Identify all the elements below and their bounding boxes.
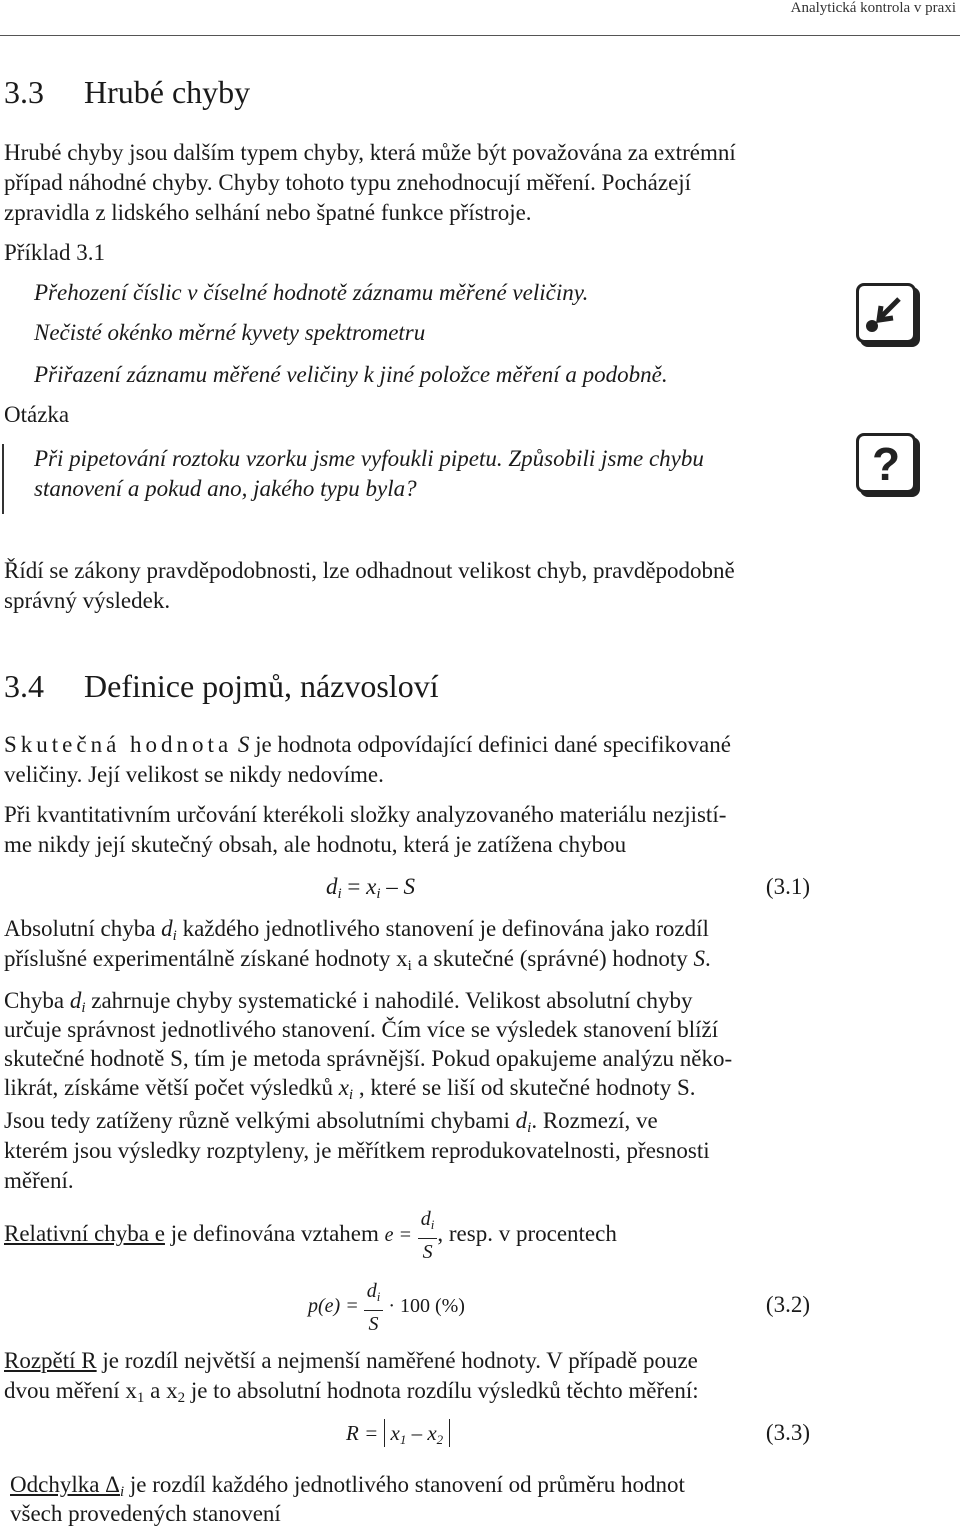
- equation-3-3: R = x1 – x2: [346, 1418, 450, 1455]
- relative-error-line: Relativní chyba e je definována vztahem e = $\frac{d_i}{S}$ , resp. v procentech: [4, 1208, 617, 1263]
- intro-line-2: případ náhodné chyby. Chyby tohoto typu znehodnocují měření. Pocházejí: [4, 170, 692, 195]
- example-item-3: Přiřazení záznamu měřené veličiny k jiné položce měření a podobně.: [34, 362, 668, 387]
- para3-line-7: měření.: [4, 1168, 74, 1193]
- answer-line-2: správný výsledek.: [4, 588, 171, 613]
- relative-error-term: Relativní chyba e: [4, 1220, 165, 1246]
- range-term: Rozpětí R: [4, 1348, 97, 1373]
- para2-line-2: me nikdy její skutečný obsah, ale hodnotu, která je zatížena chybou: [4, 832, 627, 857]
- example-item-1: Přehození číslic v číselné hodnotě záznamu měřené veličiny.: [34, 280, 589, 305]
- svg-text:?: ?: [871, 438, 901, 490]
- equation-3-2: p(e) = $\frac{d_i}{S}$ · 100 (%): [308, 1280, 465, 1335]
- para3-line-5: Jsou tedy zatíženy různě velkými absolutními chybami $d_i$. Rozmezí, ve: [4, 1108, 658, 1136]
- example-heading: Příklad 3.1: [4, 240, 105, 265]
- section-heading-3-3: [4, 74, 250, 111]
- equation-3-1: $d_i = x_i - S$: [326, 874, 416, 902]
- intro-line-1: Hrubé chyby jsou dalším typem chyby, která může být považována za extrémní: [4, 140, 736, 165]
- true-value-line-2: veličiny. Její velikost se nikdy nedovíme.: [4, 762, 384, 787]
- question-mark-icon: [856, 433, 916, 493]
- para2-line-1: Při kvantitativním určování kterékoli složky analyzovaného materiálu nezjistí-: [4, 802, 727, 827]
- question-heading: Otázka: [4, 402, 70, 427]
- question-sidebar: [2, 444, 4, 514]
- intro-line-3: zpravidla z lidského selhání nebo špatné funkce přístroje.: [4, 200, 532, 225]
- equation-number-3-3: (3.3): [765, 1420, 810, 1445]
- true-value-term: Skutečná hodnota: [4, 732, 233, 757]
- para3-line-1: Chyba $d_i$ zahrnuje chyby systematické i nahodilé. Velikost absolutní chyby: [4, 988, 693, 1016]
- true-value-line-1: [4, 730, 731, 760]
- abs-error-line-2: příslušné experimentálně získané hodnoty $x_i$ a skutečné (správné) hodnoty S.: [4, 946, 711, 974]
- equation-number-3-1: (3.1): [765, 874, 810, 899]
- true-value-text: je hodnota odpovídající definici dané specifikované: [255, 732, 731, 757]
- pencil-note-icon: [856, 283, 916, 343]
- section-heading-3-4: [4, 668, 439, 705]
- deviation-line-1: Odchylka $\Delta_i$ je rozdíl každého jednotlivého stanovení od průměru hodnot: [10, 1472, 685, 1500]
- section-title: Hrubé chyby: [84, 74, 251, 110]
- deviation-term: Odchylka $\Delta_i$: [10, 1472, 125, 1500]
- answer-line-1: Řídí se zákony pravděpodobnosti, lze odhadnout velikost chyb, pravděpodobně: [4, 558, 735, 583]
- equation-3-2-fraction: $\frac{d_i}{S}$: [364, 1278, 384, 1337]
- running-header: Analytická kontrola v praxi: [790, 0, 956, 16]
- section-number: 3.3: [4, 74, 44, 110]
- para3-line-4: likrát, získáme větší počet výsledků $x_i$ , které se liší od skutečné hodnoty S.: [4, 1075, 696, 1103]
- relative-error-fraction: $\frac{d_i}{S}$: [418, 1206, 438, 1265]
- deviation-line-2: všech provedených stanovení: [10, 1501, 281, 1526]
- section-title: Definice pojmů, názvosloví: [84, 668, 439, 704]
- abs-error-line-1: Absolutní chyba $d_i$ každého jednotlivého stanovení je definována jako rozdíl: [4, 916, 709, 944]
- example-item-2: Nečisté okénko měrné kyvety spektrometru: [34, 320, 426, 345]
- question-line-1: Při pipetování roztoku vzorku jsme vyfoukli pipetu. Způsobili jsme chybu: [34, 446, 704, 471]
- equation-number-3-2: (3.2): [765, 1292, 810, 1317]
- para3-line-6: kterém jsou výsledky rozptyleny, je měřítkem reprodukovatelnosti, přesnosti: [4, 1138, 710, 1163]
- true-value-symbol: S: [237, 732, 250, 757]
- para3-line-2: určuje správnost jednotlivého stanovení. Čím více se výsledek stanovení blíží: [4, 1017, 719, 1042]
- header-rule: [0, 35, 960, 36]
- absolute-value-bars: x1 – x2: [384, 1419, 451, 1447]
- range-line-1: Rozpětí R je rozdíl největší a nejmenší naměřené hodnoty. V případě pouze: [4, 1348, 698, 1373]
- para3-line-3: skutečné hodnotě S, tím je metoda správnější. Pokud opakujeme analýzu něko-: [4, 1046, 733, 1071]
- range-line-2: dvou měření $x_1$ a $x_2$ je to absolutní hodnota rozdílu výsledků těchto měření:: [4, 1378, 699, 1406]
- question-line-2: stanovení a pokud ano, jakého typu byla?: [34, 476, 417, 501]
- section-number: 3.4: [4, 668, 44, 704]
